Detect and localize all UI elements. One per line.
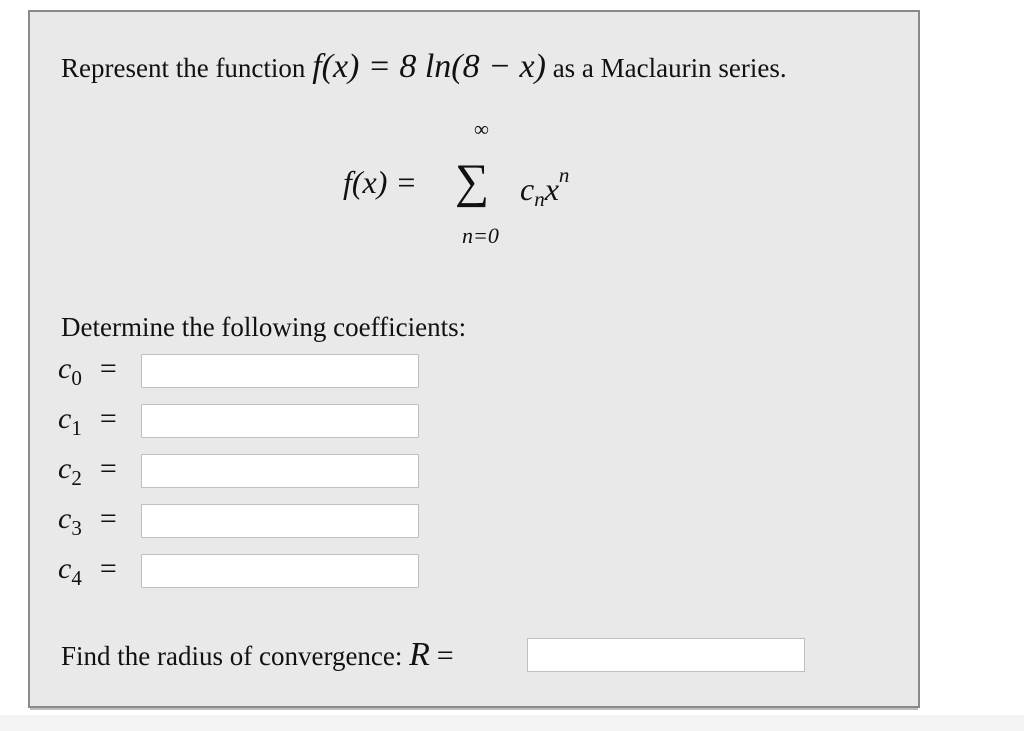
series-upper-limit: ∞ [474, 117, 489, 141]
c3-index: 3 [71, 516, 82, 540]
c4-index: 4 [71, 566, 82, 590]
radius-symbol: R [409, 636, 430, 673]
c4-equals: = [99, 552, 117, 585]
coefficients-prompt: Determine the following coefficients: [61, 312, 467, 342]
radius-input[interactable] [527, 638, 805, 672]
c3-equals: = [99, 502, 117, 535]
c4-input[interactable] [141, 554, 419, 588]
sigma-symbol: ∑ [455, 155, 490, 208]
coefficient-label-c2 [58, 452, 117, 491]
c4-letter: c [58, 552, 72, 585]
c3-letter: c [58, 502, 72, 535]
coefficient-label-c1 [58, 402, 117, 441]
c0-equals: = [99, 352, 117, 385]
c2-letter: c [58, 452, 72, 485]
c1-equals: = [99, 402, 117, 435]
function-expression: f(x) = 8 ln(8 − x) [312, 48, 546, 85]
series-term [520, 163, 569, 212]
c0-letter: c [58, 352, 72, 385]
c0-input[interactable] [141, 354, 419, 388]
c0-index: 0 [71, 366, 82, 390]
radius-equals: = [436, 639, 454, 672]
series-lhs: f(x) = [343, 164, 417, 200]
question-text [61, 50, 787, 84]
c2-input[interactable] [141, 454, 419, 488]
c2-equals: = [99, 452, 117, 485]
term-sub: n [534, 187, 545, 211]
series-lower-limit: n=0 [462, 223, 499, 248]
c1-index: 1 [71, 416, 82, 440]
c1-input[interactable] [141, 404, 419, 438]
question-panel [28, 10, 920, 708]
radius-prompt [61, 636, 454, 674]
coefficient-label-c0 [58, 352, 117, 391]
coefficient-label-c4 [58, 552, 117, 591]
c2-index: 2 [71, 466, 82, 490]
term-c: c [520, 171, 535, 207]
coefficient-label-c3 [58, 502, 117, 541]
term-x: x [544, 171, 559, 207]
c3-input[interactable] [141, 504, 419, 538]
question-prefix: Represent the function [61, 53, 306, 83]
term-sup: n [558, 163, 570, 187]
c1-letter: c [58, 402, 72, 435]
bottom-strip [0, 715, 1024, 731]
radius-label: Find the radius of convergence: [61, 641, 403, 671]
question-suffix: as a Maclaurin series. [552, 53, 787, 83]
